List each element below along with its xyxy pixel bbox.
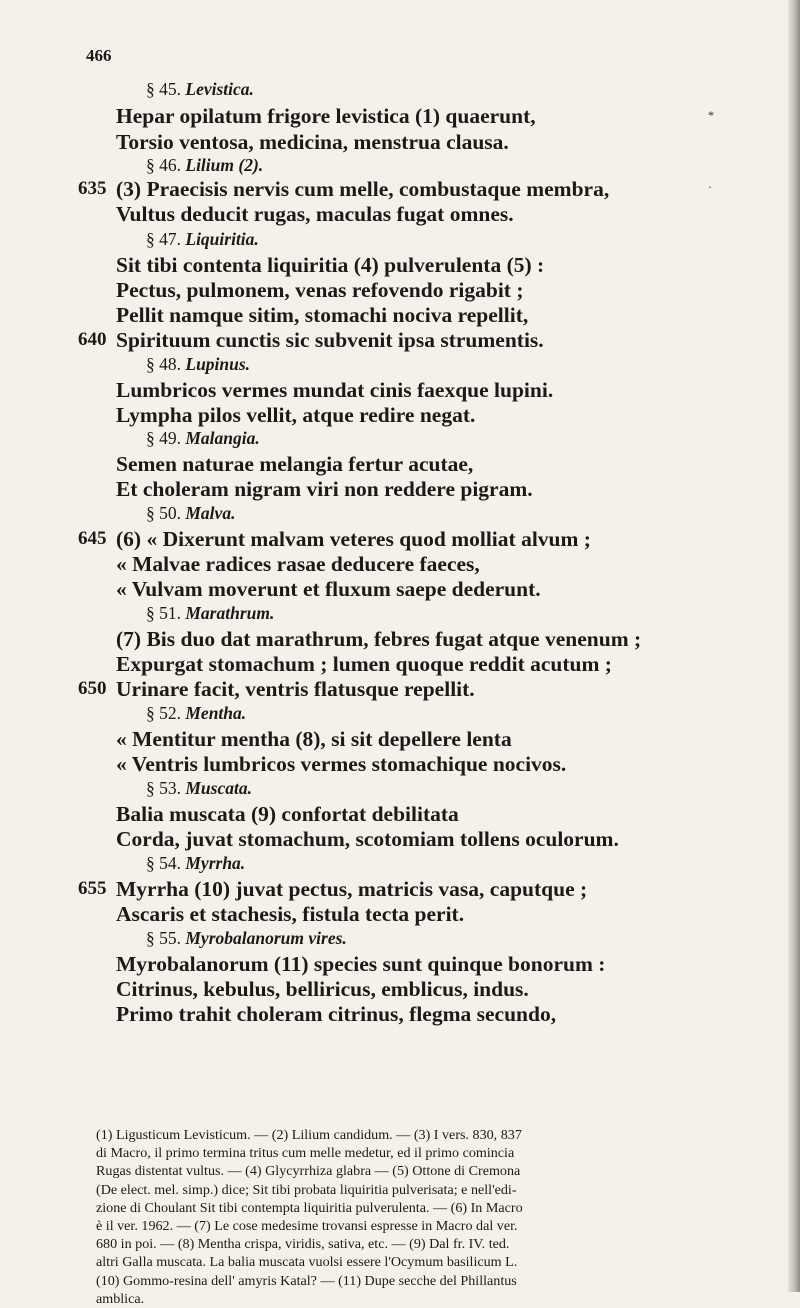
verse-line: Myrrha (10) juvat pectus, matricis vasa, caputque ; <box>116 877 588 901</box>
verse-line: Pectus, pulmonem, venas refovendo rigabit ; <box>116 278 524 302</box>
footnote-line: 680 in poi. — (8) Mentha crispa, viridis, sativa, etc. — (9) Dal fr. IV. ted. <box>96 1236 510 1253</box>
footnotes <box>96 1126 751 1308</box>
footnote-line: (10) Gommo-resina dell' amyris Katal? — (11) Dupe secche del Phillantus <box>96 1272 517 1289</box>
verse-line: Corda, juvat stomachum, scotomiam tollens oculorum. <box>116 827 619 851</box>
section-heading: § 49. Malangia. <box>146 428 260 448</box>
verse-line: Primo trahit choleram citrinus, flegma secundo, <box>116 1002 557 1026</box>
verse-line: (3) Praecisis nervis cum melle, combustaque membra, <box>116 177 610 201</box>
footnote-line: di Macro, il primo termina tritus cum melle medetur, ed il primo comincia <box>96 1145 515 1162</box>
section-heading: § 50. Malva. <box>146 503 236 523</box>
footnote-line: altri Galla muscata. La balia muscata vuolsi essere l'Ocymum basilicum L. <box>96 1254 518 1271</box>
verse-line: « Ventris lumbricos vermes stomachique nocivos. <box>116 752 567 776</box>
section-heading: § 55. Myrobalanorum vires. <box>146 928 347 948</box>
verse-line: Pellit namque sitim, stomachi nociva repellit, <box>116 303 529 327</box>
verse-line: « Malvae radices rasae deducere faeces, <box>116 552 480 576</box>
verse-line: Spirituum cunctis sic subvenit ipsa strumentis. <box>116 328 544 352</box>
verse-line: Lumbricos vermes mundat cinis faexque lupini. <box>116 378 554 402</box>
footnote-line: zione di Choulant Sit tibi contempta liquiritia pulverulenta. — (6) In Macro <box>96 1199 523 1216</box>
line-number: 650 <box>78 678 107 699</box>
section-heading: § 51. Marathrum. <box>146 603 275 623</box>
footnote-line: è il ver. 1962. — (7) Le cose medesime trovansi espresse in Macro dal ver. <box>96 1218 518 1235</box>
section-heading: § 47. Liquiritia. <box>146 229 259 249</box>
verse-line: Expurgat stomachum ; lumen quoque reddit acutum ; <box>116 652 612 676</box>
section-heading: § 52. Mentha. <box>146 703 247 723</box>
section-heading: § 45. Levistica. <box>146 79 254 99</box>
page-edge-shadow <box>788 0 800 1292</box>
verse-line: Sit tibi contenta liquiritia (4) pulverulenta (5) : <box>116 253 545 277</box>
verse-line: Semen naturae melangia fertur acutae, <box>116 452 474 476</box>
verse-line: Balia muscata (9) confortat debilitata <box>116 802 459 826</box>
line-number: 655 <box>78 878 107 899</box>
margin-mark: · <box>708 180 712 194</box>
line-number: 635 <box>78 178 107 199</box>
verse-line: (6) « Dixerunt malvam veteres quod molliat alvum ; <box>116 527 591 551</box>
verse-line: Myrobalanorum (11) species sunt quinque bonorum : <box>116 952 606 976</box>
footnote-line: Rugas distentat vultus. — (4) Glycyrrhiza glabra — (5) Ottone di Cremona <box>96 1163 521 1180</box>
verse-line: Citrinus, kebulus, belliricus, emblicus, indus. <box>116 977 529 1001</box>
line-number: 640 <box>78 329 107 350</box>
verse-line: Torsio ventosa, medicina, menstrua clausa. <box>116 130 509 154</box>
verse-line: Hepar opilatum frigore levistica (1) quaerunt, <box>116 104 536 128</box>
section-heading: § 48. Lupinus. <box>146 354 251 374</box>
line-number: 645 <box>78 528 107 549</box>
verse-line: « Vulvam moverunt et fluxum saepe dederunt. <box>116 577 541 601</box>
verse-line: Lympha pilos vellit, atque redire negat. <box>116 403 476 427</box>
margin-mark: * <box>708 108 714 122</box>
verse-line: « Mentitur mentha (8), si sit depellere lenta <box>116 727 512 751</box>
footnote-line: (1) Ligusticum Levisticum. — (2) Lilium candidum. — (3) I vers. 830, 837 <box>96 1127 522 1143</box>
footnote-line: amblica. <box>96 1290 145 1307</box>
footnote-line: (De elect. mel. simp.) dice; Sit tibi probata liquiritia pulverisata; e nell'edi- <box>96 1181 517 1198</box>
section-heading: § 46. Lilium (2). <box>146 155 264 175</box>
section-heading: § 53. Muscata. <box>146 778 252 798</box>
verse-line: Vultus deducit rugas, maculas fugat omnes. <box>116 202 514 226</box>
page-number: 466 <box>86 46 112 65</box>
verse-line: (7) Bis duo dat marathrum, febres fugat atque venenum ; <box>116 627 642 651</box>
section-heading: § 54. Myrrha. <box>146 853 246 873</box>
verse-line: Urinare facit, ventris flatusque repellit. <box>116 677 475 701</box>
verse-line: Ascaris et stachesis, fistula tecta perit. <box>116 902 465 926</box>
verse-line: Et choleram nigram viri non reddere pigram. <box>116 477 533 501</box>
